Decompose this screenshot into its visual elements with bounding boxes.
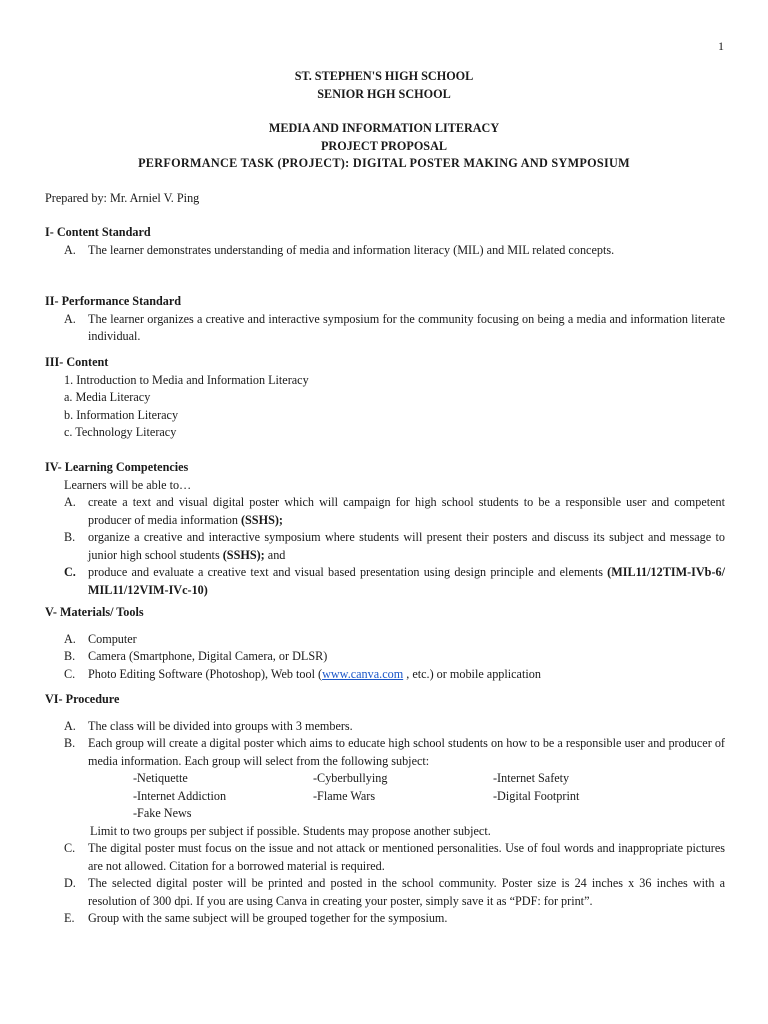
list-item bbox=[45, 875, 725, 910]
subject-item: -Digital Footprint bbox=[493, 788, 580, 803]
subject-item: -Flame Wars bbox=[313, 788, 376, 803]
subject-item: -Internet Safety bbox=[493, 771, 570, 785]
section-learning-competencies bbox=[45, 459, 725, 599]
item-text bbox=[88, 666, 725, 684]
list-item bbox=[45, 718, 725, 736]
item-label: C. bbox=[64, 841, 76, 855]
list-item bbox=[45, 529, 725, 564]
list-item bbox=[45, 666, 725, 684]
item-label: A. bbox=[64, 242, 76, 257]
section-title: V- Materials/ Tools bbox=[45, 605, 144, 619]
item-label: C. bbox=[64, 666, 76, 681]
subject-item: -Netiquette bbox=[133, 771, 188, 785]
section-title: VI- Procedure bbox=[45, 692, 120, 706]
school-header bbox=[0, 68, 768, 103]
list-item: a. Media Literacy bbox=[64, 390, 151, 404]
subject-item: -Internet Addiction bbox=[133, 788, 227, 803]
prepared-by: Prepared by: Mr. Arniel V. Ping bbox=[45, 191, 200, 205]
list-item bbox=[45, 631, 725, 649]
competencies-intro: Learners will be able to… bbox=[64, 477, 192, 492]
document-header bbox=[0, 120, 768, 173]
item-text bbox=[88, 564, 725, 599]
item-text: Computer bbox=[88, 631, 137, 646]
doc-type: PROJECT PROPOSAL bbox=[320, 138, 448, 153]
item-body: organize a creative and interactive symposium where students will present their posters and discuss its subject and message to junior high school students bbox=[88, 530, 725, 562]
section-title: III- Content bbox=[45, 355, 109, 369]
list-item bbox=[45, 242, 725, 260]
item-body: produce and evaluate a creative text and visual based presentation using design principle and elements bbox=[88, 565, 603, 579]
item-code: (SSHS); bbox=[240, 512, 283, 527]
section-content-standard bbox=[45, 224, 725, 259]
list-item: c. Technology Literacy bbox=[64, 425, 177, 439]
list-item bbox=[45, 735, 725, 770]
list-item bbox=[45, 840, 725, 875]
subject-item: -Fake News bbox=[133, 806, 192, 820]
list-item: b. Information Literacy bbox=[64, 407, 179, 422]
item-body: Photo Editing Software (Photoshop), Web tool ( bbox=[88, 666, 323, 681]
section-title: I- Content Standard bbox=[45, 225, 151, 239]
item-text: Group with the same subject will be grouped together for the symposium. bbox=[88, 911, 448, 925]
item-text: Each group will create a digital poster which aims to educate high school students on how to be a responsible user and producer of media information. Each group will select from the following subject: bbox=[88, 736, 725, 768]
item-label: B. bbox=[64, 736, 76, 750]
list-item bbox=[45, 648, 725, 666]
item-label: C. bbox=[64, 565, 76, 579]
item-label: A. bbox=[64, 311, 76, 326]
page-number: 1 bbox=[718, 39, 724, 53]
list-item: 1. Introduction to Media and Information Literacy bbox=[64, 372, 309, 387]
item-text bbox=[88, 529, 725, 564]
list-item bbox=[45, 910, 725, 928]
task-title: PERFORMANCE TASK (PROJECT): DIGITAL POSTER MAKING AND SYMPOSIUM bbox=[138, 156, 630, 170]
subject-title: MEDIA AND INFORMATION LITERACY bbox=[268, 121, 500, 135]
subject-note: Limit to two groups per subject if possible. Students may propose another subject. bbox=[90, 823, 491, 838]
section-title: II- Performance Standard bbox=[45, 294, 182, 308]
section-content bbox=[45, 354, 725, 442]
item-suffix: , etc.) or mobile application bbox=[403, 666, 541, 681]
item-suffix: and bbox=[264, 547, 286, 562]
item-label: A. bbox=[64, 631, 76, 646]
section-materials bbox=[45, 604, 725, 683]
item-label: D. bbox=[64, 876, 76, 890]
item-label: E. bbox=[64, 911, 75, 925]
item-text: The digital poster must focus on the issue and not attack or mentioned personalities. Use of foul words and inappropriate pictures are not allowed. Citation for a borrowed material is required. bbox=[88, 841, 725, 873]
item-code: (MIL11/12TIM-IVb-6/ MIL11/12VIM-IVc-10) bbox=[88, 565, 725, 597]
item-text bbox=[88, 494, 725, 529]
canva-link[interactable]: www.canva.com bbox=[322, 666, 404, 681]
list-item bbox=[45, 311, 725, 346]
item-code: (SSHS); bbox=[222, 547, 265, 562]
subject-item: -Cyberbullying bbox=[313, 771, 388, 785]
item-body: create a text and visual digital poster which will campaign for high school students to be a responsible user and competent producer of media information bbox=[88, 495, 725, 527]
item-text: Camera (Smartphone, Digital Camera, or DLSR) bbox=[88, 649, 328, 663]
school-division: SENIOR HGH SCHOOL bbox=[317, 86, 451, 101]
section-title: IV- Learning Competencies bbox=[45, 460, 189, 474]
item-text: The selected digital poster will be printed and posted in the school community. Poster size is 24 inches x 36 inches with a resolution of 300 dpi. If you are using Canva in creating your poster, simply save it as “PDF: for print”. bbox=[88, 876, 725, 908]
section-procedure bbox=[45, 691, 725, 928]
item-label: B. bbox=[64, 649, 76, 663]
item-text: The class will be divided into groups with 3 members. bbox=[88, 718, 353, 733]
section-performance-standard bbox=[45, 293, 725, 346]
list-item bbox=[45, 494, 725, 529]
subject-list bbox=[45, 770, 725, 823]
item-label: A. bbox=[64, 495, 76, 509]
item-label: B. bbox=[64, 530, 76, 544]
list-item bbox=[45, 564, 725, 599]
item-text: The learner demonstrates understanding of media and information literacy (MIL) and MIL related concepts. bbox=[88, 242, 615, 257]
school-name: ST. STEPHEN'S HIGH SCHOOL bbox=[294, 69, 474, 83]
item-label: A. bbox=[64, 718, 76, 733]
item-text: The learner organizes a creative and interactive symposium for the community focusing on being a media and information literate individual. bbox=[88, 311, 725, 343]
